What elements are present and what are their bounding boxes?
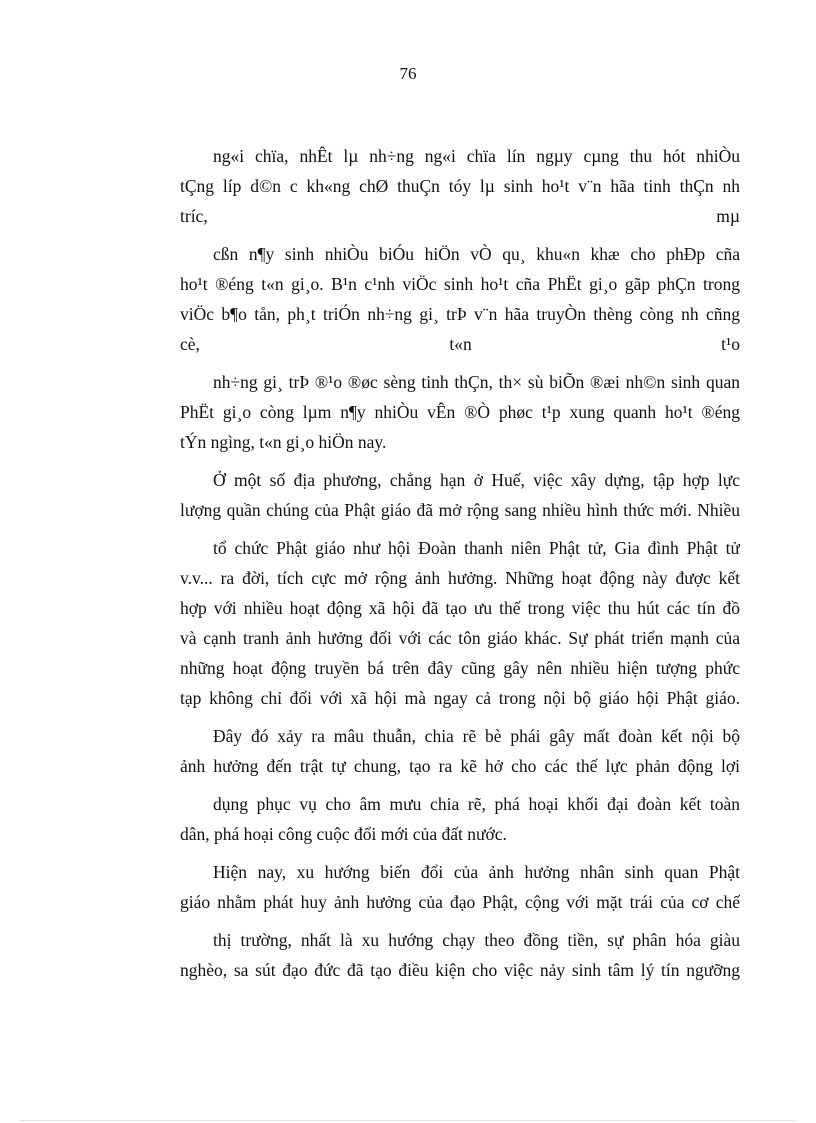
text-line: tríc, mµ [180,206,740,226]
text-line: nghèo, sa sút đạo đức đã tạo điều kiện cho việc nảy sinh tâm lý tín ngưỡng [180,960,740,980]
text-line: hợp với nhiều hoạt động xã hội đã tạo ưu thế trong việc thu hút các tín đồ [180,598,740,618]
text-line: v.v... ra đời, tích cực mở rộng ảnh hưởng. Những hoạt động này được kết [180,568,740,588]
text-line: ng«i chïa, nhÊt lµ nh÷ng ng«i chïa lín ngµy cµng thu hót nhiÒu [213,146,740,166]
text-line: những hoạt động truyền bá trên đây cũng gây nên nhiều hiện tượng phức [180,658,740,678]
text-line: nh÷ng gi¸ trÞ ®¹o ®øc sèng tinh thÇn, th× sù biÕn ®æi nh©n sinh quan [213,372,740,392]
text-line: và cạnh tranh ảnh hưởng đối với các tôn giáo khác. Sự phát triển mạnh của [180,628,740,648]
text-line: ảnh hưởng đến trật tự chung, tạo ra kẽ hở cho các thế lực phản động lợi [180,756,740,776]
text-line: cßn n¶y sinh nhiÒu biÓu hiÖn vÒ qu¸ khu«n khæ cho phÐp cña [213,244,740,264]
text-line: thị trường, nhất là xu hướng chạy theo đồng tiền, sự phân hóa giàu [213,930,740,950]
text-line: dân, phá hoại công cuộc đổi mới của đất nước. [180,824,507,844]
text-line: viÖc b¶o tån, ph¸t triÓn nh÷ng gi¸ trÞ v¨n hãa truyÒn thèng còng nh cñng [180,304,740,324]
text-line: Đây đó xảy ra mâu thuẫn, chia rẽ bè phái gây mất đoàn kết nội bộ [213,726,740,746]
text-line: tạp không chỉ đối với xã hội mà ngay cả trong nội bộ giáo hội Phật giáo. [180,688,740,708]
text-line: PhËt gi¸o còng lµm n¶y nhiÒu vÊn ®Ò phøc t¹p xung quanh ho¹t ®éng [180,402,740,422]
text-line: Ở một số địa phương, chẳng hạn ở Huế, việc xây dựng, tập hợp lực [213,470,740,490]
text-line: Hiện nay, xu hướng biến đổi của ảnh hưởng nhân sinh quan Phật [213,862,740,882]
page-bottom-divider [20,1120,796,1121]
text-line: tÝn ngìng, t«n gi¸o hiÖn nay. [180,432,387,452]
text-line: ho¹t ®éng t«n gi¸o. B¹n c¹nh viÖc sinh ho¹t cña PhËt gi¸o gãp phÇn trong [180,274,740,294]
text-line: dụng phục vụ cho âm mưu chia rẽ, phá hoại khối đại đoàn kết toàn [213,794,740,814]
text-line: giáo nhằm phát huy ảnh hưởng của đạo Phật, cộng với mặt trái của cơ chế [180,892,740,912]
page-number: 76 [399,64,417,83]
text-line: cè, t«n t¹o [180,334,740,354]
text-line: tÇng líp d©n c kh«ng chØ thuÇn tóy lµ sinh ho¹t v¨n hãa tinh thÇn nh [180,176,740,196]
text-line: lượng quần chúng của Phật giáo đã mở rộng sang nhiều hình thức mới. Nhiều [180,500,740,520]
text-line: tổ chức Phật giáo như hội Đoàn thanh niên Phật tử, Gia đình Phật tử [213,538,740,558]
